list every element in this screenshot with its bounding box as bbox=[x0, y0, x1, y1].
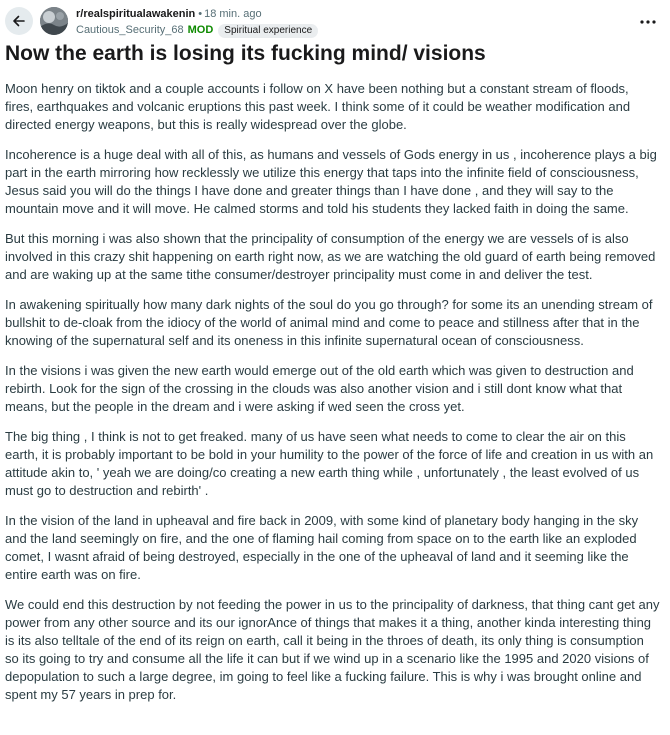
post-flair[interactable]: Spiritual experience bbox=[218, 24, 318, 38]
author-username[interactable]: Cautious_Security_68 bbox=[76, 24, 184, 36]
post-paragraph: Moon henry on tiktok and a couple accounts i follow on X have been nothing but a constant stream of floods, fires, earthquakes and volcanic eruptions this past week. I think some of it could be weather modification and directed energy weapons, but this is really widespread over the globe. bbox=[5, 81, 631, 132]
more-options-button[interactable] bbox=[638, 12, 658, 32]
back-button[interactable] bbox=[5, 7, 33, 35]
post-paragraph: In the vision of the land in upheaval and fire back in 2009, with some kind of planetary body hanging in the sky and the land seemingly on fire, and the one of flaming hail coming from space on to the earth like an exploded comet, I wasnt afraid of being destroyed, especially in the one of the upheaval of land and it seeming like the entire earth was on fire. bbox=[5, 513, 639, 582]
post-meta bbox=[76, 7, 318, 38]
arrow-left-icon bbox=[11, 13, 27, 29]
post-time: 18 min. ago bbox=[204, 8, 262, 20]
meta-separator: • bbox=[198, 8, 203, 20]
post-paragraph: The big thing , I think is not to get freaked. many of us have seen what needs to come to clear the air on this earth, it is probably important to be bold in your humility to the power of the force of life and creation in us with an attitude akin to, ' yeah we are doing/co creating a new earth thing while , unfortunately , the least evolved of us must go to destruction and rebirth' . bbox=[5, 429, 654, 498]
post-paragraph: Incoherence is a huge deal with all of this, as humans and vessels of Gods energy in us , incoherence plays a big part in the earth mirroring how recklessly we utilize this energy that taps into the infinite field of consciousness, Jesus said you will do the things I have done and greater things than I have done , and they will say to the mountain move and it will move. He calmed storms and told his students they lacked faith in doing the same. bbox=[5, 147, 657, 216]
avatar-image bbox=[40, 7, 68, 35]
mod-badge: MOD bbox=[187, 24, 214, 36]
post-paragraph: We could end this destruction by not feeding the power in us to the principality of darkness, that thing cant get any power from any other source and its our ignorAnce of things that makes it a thing, another kinda interesting thing is its also telltale of the end of its reign on earth, call it being in the throes of death, its only thing is consumption so its going to try and consume all the life it can but if we wind up in a scenario like the 1995 and 2020 visions of depopulation to such a large degree, im going to feel like a fucking failure. This is why i was brought online and spent my 57 years in prep for. bbox=[5, 597, 660, 702]
post-title: Now the earth is losing its fucking mind/ visions bbox=[5, 42, 486, 65]
post-paragraph: In the visions i was given the new earth would emerge out of the old earth which was given to destruction and rebirth. Look for the sign of the crossing in the clouds was also another vision and i still dont know what that means, but the people in the dream and i were asking if wed seen the cross yet. bbox=[5, 363, 634, 414]
more-horizontal-icon bbox=[640, 20, 656, 24]
post-body bbox=[5, 80, 660, 716]
post-paragraph: But this morning i was also shown that the principality of consumption of the energy we are vessels of is also involved in this crazy shit happening on earth right now, as we are watching the old guard of earth being removed and are waking up at the same tithe consumer/destroyer principality must come in and deliver the test. bbox=[5, 231, 656, 282]
post-header bbox=[0, 0, 670, 44]
subreddit-avatar[interactable] bbox=[40, 7, 68, 35]
subreddit-link[interactable]: r/realspiritualawakenin bbox=[76, 8, 196, 20]
post-paragraph: In awakening spiritually how many dark nights of the soul do you go through? for some its an unending stream of bullshit to de-cloak from the idiocy of the world of animal mind and come to peace and stillness after that in the knowing of the supernatural self and its oneness in this infinite supernatural ocean of consciousness. bbox=[5, 297, 653, 348]
